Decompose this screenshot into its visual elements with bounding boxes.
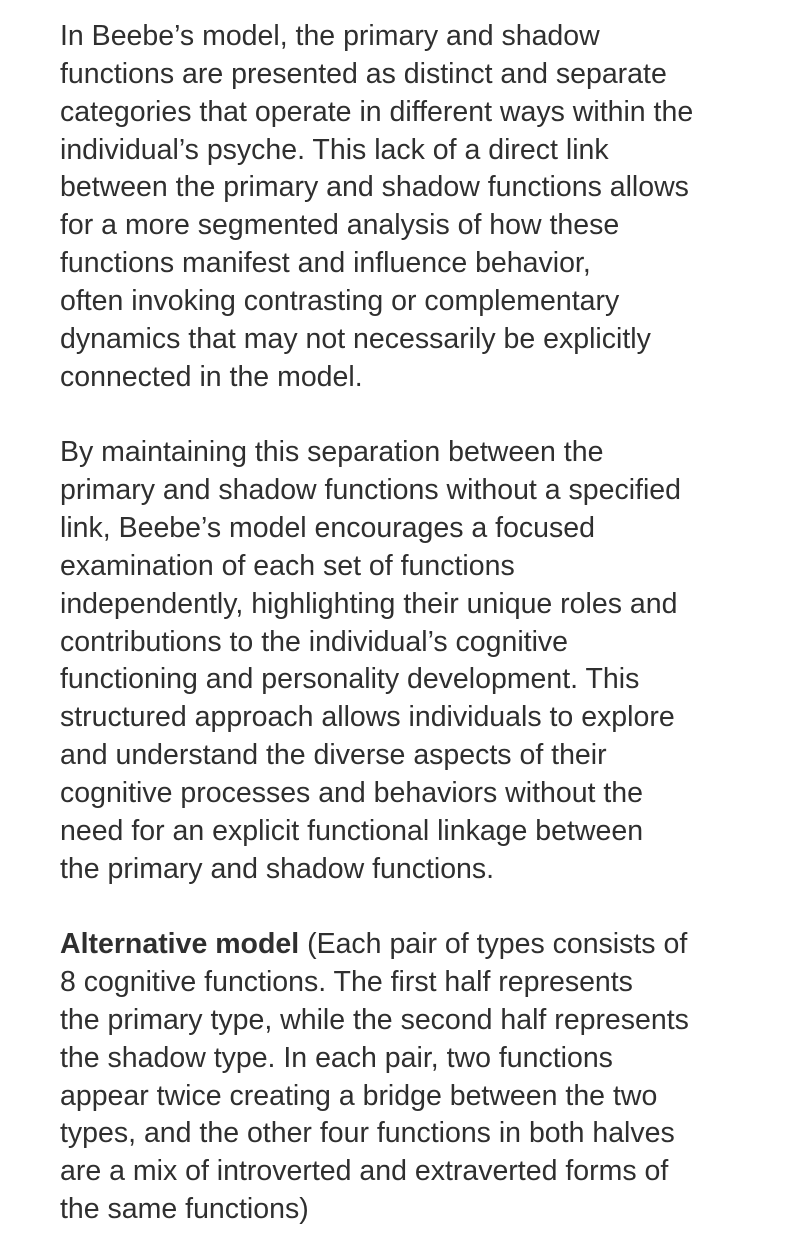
- text-line: functioning and personality development. This: [60, 663, 640, 696]
- text-line: [60, 926, 780, 964]
- text-line: types, and the other four functions in both halves: [60, 1117, 675, 1150]
- text-line: often invoking contrasting or complementary: [60, 284, 620, 317]
- text-line: functions manifest and influence behavior,: [60, 247, 591, 280]
- text-line: 8 cognitive functions. The first half represents: [60, 966, 633, 999]
- text-line: cognitive processes and behaviors without the: [60, 776, 644, 809]
- text-line: independently, highlighting their unique roles and: [60, 587, 678, 620]
- paragraph-spacer: [60, 396, 780, 434]
- text-line: and understand the diverse aspects of their: [60, 739, 607, 772]
- paragraph-alternative-model: [60, 926, 780, 1229]
- paragraph-spacer: [60, 888, 780, 926]
- text-line: By maintaining this separation between the: [60, 436, 604, 469]
- text-line: categories that operate in different ways within the: [60, 95, 694, 128]
- paragraph-separation: [60, 434, 780, 888]
- text-line: functions are presented as distinct and separate: [60, 57, 667, 90]
- text-line: In Beebe’s model, the primary and shadow: [60, 20, 600, 52]
- text-line: primary and shadow functions without a specified: [60, 474, 682, 507]
- text-line: the shadow type. In each pair, two functions: [60, 1041, 613, 1074]
- alternative-model-heading: Alternative model: [60, 928, 300, 961]
- text-line: the same functions): [60, 1193, 309, 1226]
- text-line: dynamics that may not necessarily be explicitly: [60, 322, 651, 355]
- text-line: contributions to the individual’s cognitive: [60, 625, 569, 658]
- text-line: need for an explicit functional linkage between: [60, 814, 644, 847]
- text-line: individual’s psyche. This lack of a direct link: [60, 133, 609, 166]
- text-line: examination of each set of functions: [60, 549, 515, 582]
- paragraph-beebe-model: [60, 18, 780, 396]
- text-line: the primary type, while the second half represents: [60, 1003, 689, 1036]
- text-line: are a mix of introverted and extraverted forms of: [60, 1155, 669, 1188]
- text-line: the primary and shadow functions.: [60, 852, 495, 885]
- text-line: between the primary and shadow functions allows: [60, 171, 689, 204]
- text-line: appear twice creating a bridge between the two: [60, 1079, 658, 1112]
- heading-line-rest: (Each pair of types consists of: [299, 928, 688, 961]
- text-line: structured approach allows individuals to explore: [60, 701, 675, 734]
- text-line: connected in the model.: [60, 360, 363, 393]
- text-line: for a more segmented analysis of how these: [60, 209, 620, 242]
- document-body: [60, 18, 780, 1229]
- text-line: link, Beebe’s model encourages a focused: [60, 511, 595, 544]
